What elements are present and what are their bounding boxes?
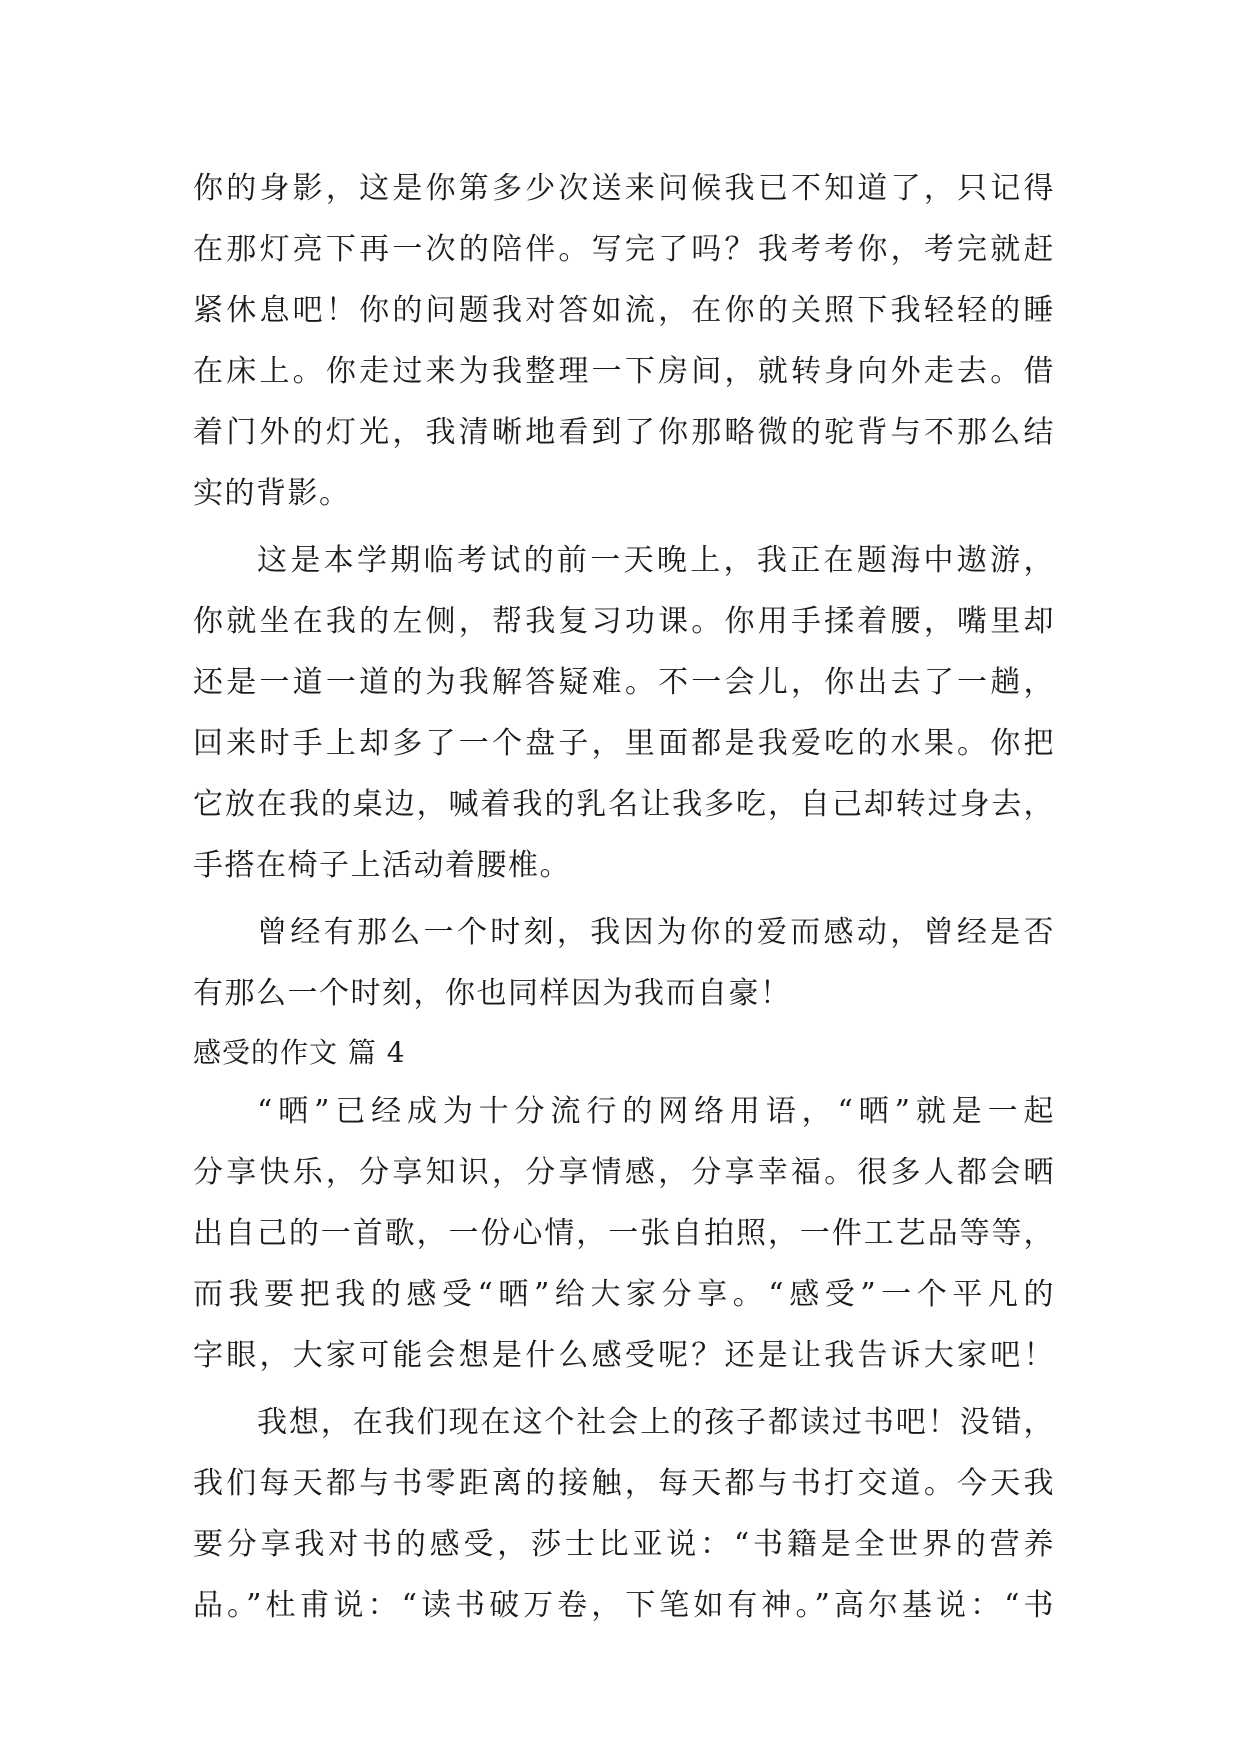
text-line: 分享快乐，分享知识，分享情感，分享幸福。很多人都会晒: [193, 1155, 1055, 1190]
text-line: 在那灯亮下再一次的陪伴。写完了吗？我考考你，考完就赶: [193, 232, 1055, 267]
document-body: [193, 158, 1055, 1636]
text-line: 回来时手上却多了一个盘子，里面都是我爱吃的水果。你把: [193, 726, 1055, 761]
text-line: 要分享我对书的感受，莎士比亚说：“书籍是全世界的营养: [193, 1527, 1055, 1562]
paragraph: [193, 158, 1055, 524]
text-line: 手搭在椅子上活动着腰椎。: [193, 848, 571, 883]
text-line: 还是一道一道的为我解答疑难。不一会儿，你出去了一趟，: [193, 665, 1055, 700]
paragraph: [193, 902, 1055, 1024]
paragraph: [193, 1081, 1055, 1386]
paragraph: [193, 530, 1055, 896]
text-line: 曾经有那么一个时刻，我因为你的爱而感动，曾经是否: [257, 915, 1055, 950]
text-line: 你的身影，这是你第多少次送来问候我已不知道了，只记得: [193, 171, 1055, 206]
text-line: 这是本学期临考试的前一天晚上，我正在题海中遨游，: [257, 543, 1055, 578]
text-line: 在床上。你走过来为我整理一下房间，就转身向外走去。借: [193, 354, 1055, 389]
text-line: 着门外的灯光，我清晰地看到了你那略微的驼背与不那么结: [193, 415, 1055, 450]
text-line: 实的背影。: [193, 476, 351, 511]
text-line: 出自己的一首歌，一份心情，一张自拍照，一件工艺品等等，: [193, 1216, 1055, 1251]
text-line: 你就坐在我的左侧，帮我复习功课。你用手揉着腰，嘴里却: [193, 604, 1055, 639]
section-title: 感受的作文 篇 4: [193, 1036, 406, 1069]
text-line: 我想，在我们现在这个社会上的孩子都读过书吧！没错，: [257, 1405, 1055, 1440]
text-line: “晒”已经成为十分流行的网络用语，“晒”就是一起: [257, 1094, 1055, 1129]
text-line: 紧休息吧！你的问题我对答如流，在你的关照下我轻轻的睡: [193, 293, 1055, 328]
text-line: 而我要把我的感受“晒”给大家分享。“感受”一个平凡的: [193, 1277, 1055, 1312]
text-line: 有那么一个时刻，你也同样因为我而自豪！: [193, 976, 792, 1011]
paragraph: [193, 1392, 1055, 1636]
text-line: 我们每天都与书零距离的接触，每天都与书打交道。今天我: [193, 1466, 1055, 1501]
text-line: 品。”杜甫说：“读书破万卷，下笔如有神。”高尔基说：“书: [193, 1588, 1055, 1623]
text-line: 它放在我的桌边，喊着我的乳名让我多吃，自己却转过身去，: [193, 787, 1055, 822]
text-line: 字眼，大家可能会想是什么感受呢？还是让我告诉大家吧！: [193, 1338, 1055, 1373]
